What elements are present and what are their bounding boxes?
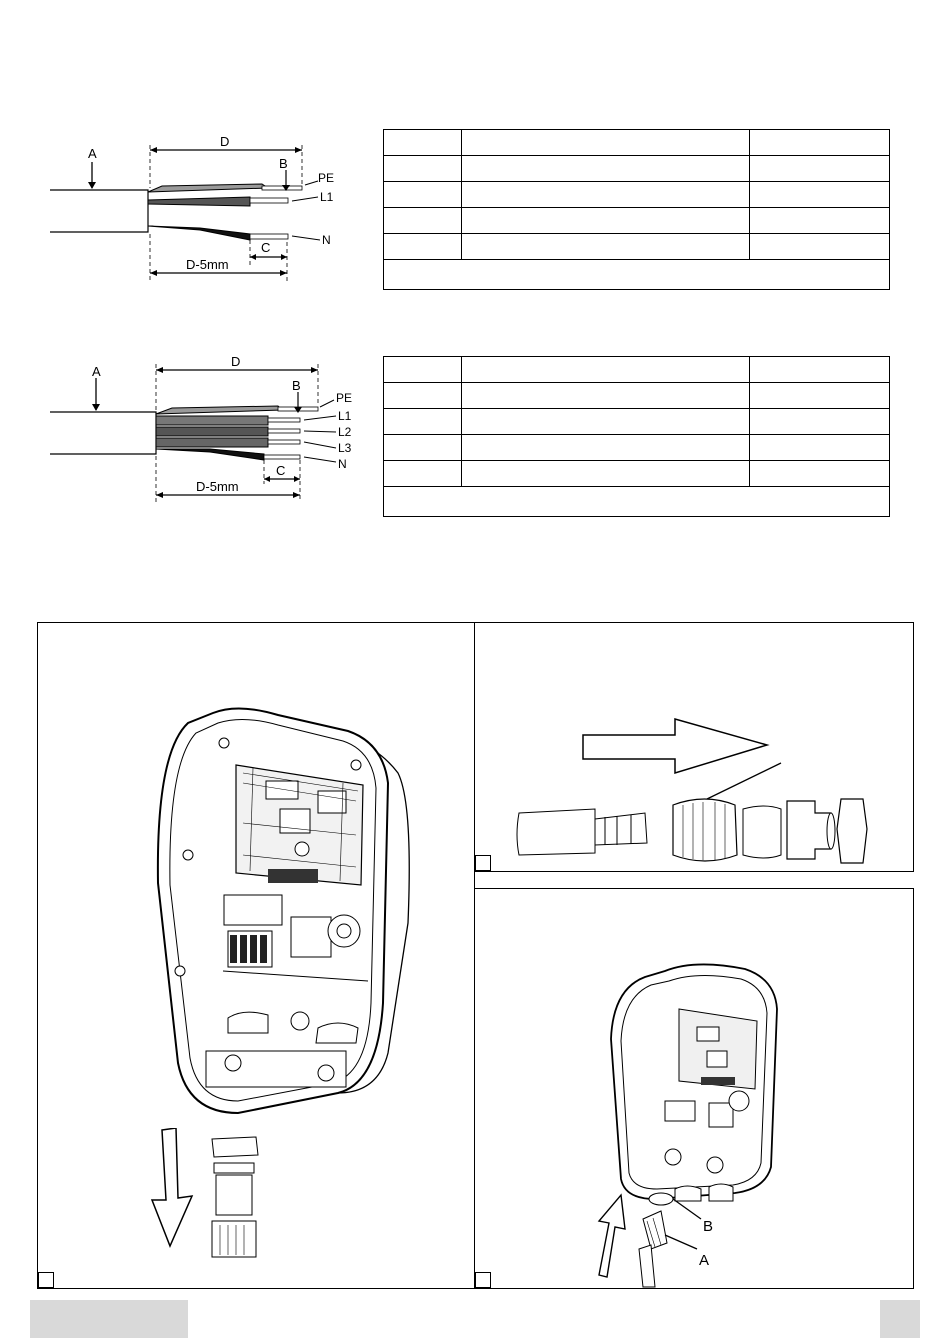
label-a: A [88,146,97,161]
callout-b-label: B [703,1218,714,1235]
label-l2: L2 [338,425,352,439]
table-row [384,234,890,260]
footer-page-number-tab [880,1300,920,1338]
label-c: C [261,240,271,255]
label-d: D [220,134,230,149]
table-row [384,208,890,234]
step-panel-insert-gland [474,888,914,1289]
label-b: B [279,156,288,171]
label-n: N [322,233,331,247]
down-arrow-icon [148,1128,198,1248]
footer-page-label-tab [30,1300,188,1338]
label-pe: PE [336,391,353,405]
table-row [384,435,890,461]
table-row [384,182,890,208]
table-row [384,383,890,409]
label-d-minus: D-5mm [196,479,239,494]
charger-gland-insert-illustration [475,889,913,1288]
label-n: N [338,457,347,471]
step-number-box [475,1272,491,1288]
gland-parts-illustration [475,623,913,871]
label-l3: L3 [338,441,352,455]
label-l1: L1 [338,409,352,423]
table-row [384,130,890,156]
step-panel-gland-parts [474,622,914,872]
table-row [384,357,890,383]
label-b: B [292,378,301,393]
table-row [384,461,890,487]
label-d-minus: D-5mm [186,257,229,272]
cable-diagram-single-phase [50,130,360,290]
label-l1: L1 [320,190,334,204]
label-c: C [276,463,286,478]
step-panel-remove-gland [37,622,475,1289]
right-arrow-icon [583,719,767,773]
label-pe: PE [318,171,335,185]
cable-diagram-three-phase [50,352,370,512]
table-row [384,409,890,435]
spec-table-three-phase [383,356,890,517]
table-row [384,156,890,182]
step-number-box [475,855,491,871]
spec-table-single-phase [383,129,890,290]
cable-gland-exploded [206,1133,266,1263]
label-a: A [92,364,101,379]
table-note-row [384,260,890,290]
table-note-row [384,487,890,517]
step-number-box [38,1272,54,1288]
callout-a-label: A [699,1252,710,1269]
label-d: D [231,354,241,369]
up-arrow-icon [599,1195,625,1277]
